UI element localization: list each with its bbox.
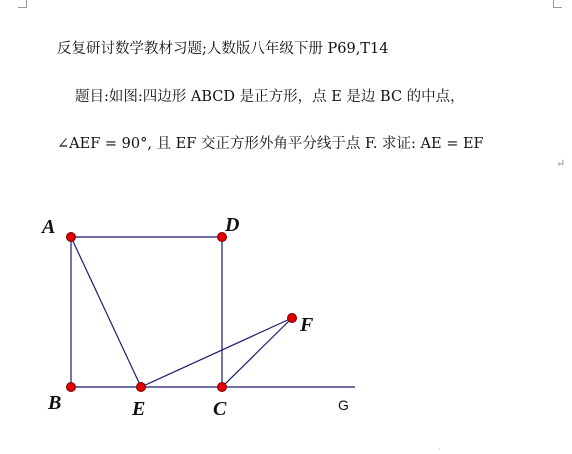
label-a: A: [42, 216, 56, 238]
label-c: C: [213, 398, 227, 420]
point-f: [288, 314, 297, 323]
label-g: G: [338, 397, 349, 413]
segment-cf: [222, 318, 292, 387]
source-line: 反复研讨数学教材习题;人数版八年级下册 P69,T14: [57, 41, 389, 57]
label-f: F: [300, 314, 314, 336]
problem-statement-line: 题目:如图:四边形 ABCD 是正方形，点 E 是边 BC 的中点，: [75, 89, 465, 105]
label-d: D: [225, 214, 240, 236]
label-b: B: [48, 392, 62, 414]
point-b: [67, 383, 76, 392]
paragraph-mark: ↵: [556, 157, 566, 170]
label-e: E: [132, 398, 146, 420]
problem-condition-line: ∠AEF = 90°, 且 EF 交正方形外角平分线于点 F. 求证: AE = EF: [57, 136, 484, 152]
text-cursor-mark: ·: [438, 445, 441, 454]
point-a: [67, 233, 76, 242]
point-e: [137, 383, 146, 392]
segment-ae: [71, 237, 141, 387]
segment-ef: [141, 318, 292, 387]
point-c: [218, 383, 227, 392]
